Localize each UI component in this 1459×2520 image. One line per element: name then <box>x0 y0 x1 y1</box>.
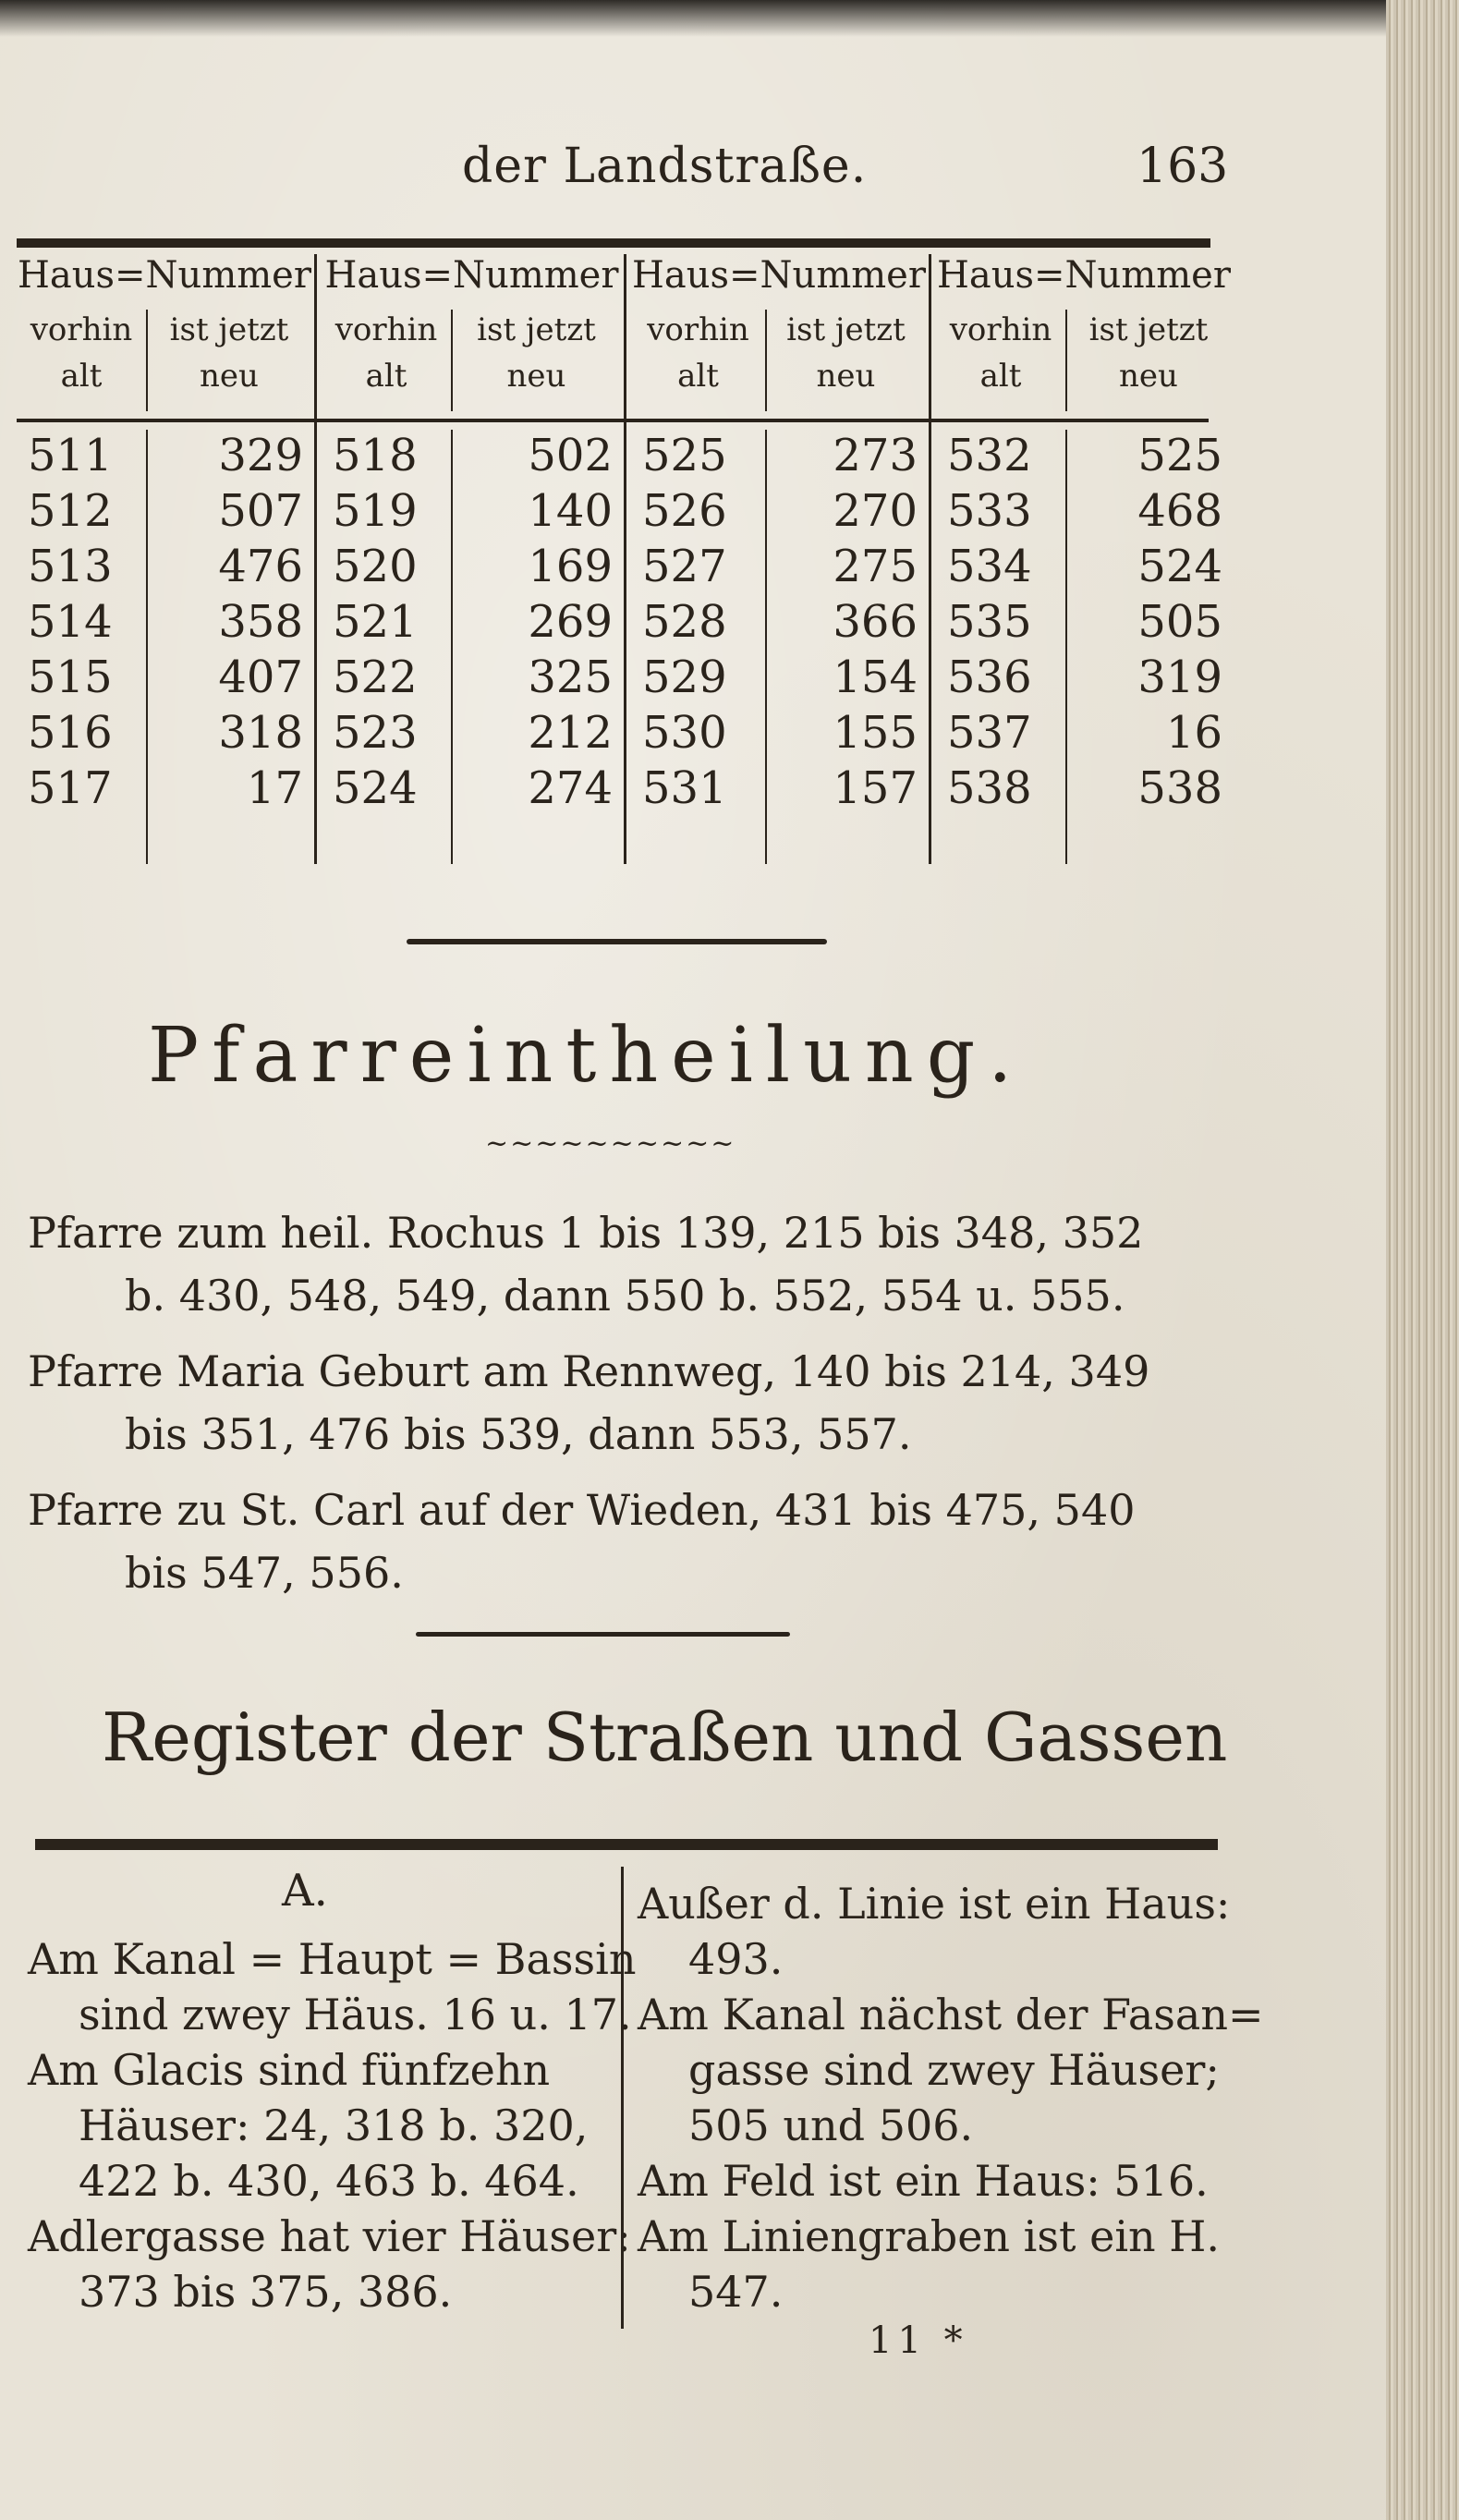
table-cell-old: 527 <box>642 541 727 592</box>
table-cell-new: 505 <box>1137 596 1222 648</box>
table-cell-new: 407 <box>218 651 303 703</box>
table-cell-old: 531 <box>642 762 727 814</box>
register-entry-line: Am Liniengraben ist ein H. <box>638 2211 1221 2261</box>
table-cell-old: 528 <box>642 596 727 648</box>
section-divider <box>407 939 827 944</box>
table-cell-new: 16 <box>1165 707 1222 759</box>
register-entry-line: Häuser: 24, 318 b. 320, <box>79 2100 589 2150</box>
section-divider <box>416 1632 790 1637</box>
register-entry-line: 505 und 506. <box>688 2100 974 2150</box>
parish-entry-line: Pfarre Maria Geburt am Rennweg, 140 bis 214, 349 <box>28 1346 1150 1396</box>
group-divider <box>624 254 626 864</box>
register-entry-line: Am Feld ist ein Haus: 516. <box>638 2156 1209 2206</box>
table-cell-old: 535 <box>947 596 1032 648</box>
table-cell-new: 275 <box>833 541 918 592</box>
register-entry-line: gasse sind zwey Häuser; <box>688 2045 1220 2095</box>
column-header-new: neu <box>506 358 566 395</box>
column-header-new: neu <box>1119 358 1178 395</box>
table-cell-new: 157 <box>833 762 918 814</box>
register-letter: A. <box>282 1865 328 1917</box>
group-divider <box>929 254 931 864</box>
column-divider <box>765 310 767 411</box>
register-entry-line: 373 bis 375, 386. <box>79 2267 453 2317</box>
parish-ornament: ~~~~~~~~~~ <box>485 1127 736 1160</box>
signature-mark: 11 * <box>869 2319 968 2362</box>
table-cell-old: 538 <box>947 762 1032 814</box>
column-divider <box>146 310 148 411</box>
column-header-new: ist jetzt <box>169 311 289 348</box>
group-header: Haus=Nummer <box>18 254 311 297</box>
table-cell-new: 17 <box>246 762 303 814</box>
table-cell-old: 514 <box>28 596 113 648</box>
table-cell-new: 274 <box>528 762 613 814</box>
register-entry-line: 422 b. 430, 463 b. 464. <box>79 2156 579 2206</box>
table-cell-old: 536 <box>947 651 1032 703</box>
head-rule <box>17 238 1210 248</box>
table-cell-new: 476 <box>218 541 303 592</box>
table-cell-old: 517 <box>28 762 113 814</box>
column-divider <box>1065 310 1067 411</box>
table-cell-new: 270 <box>833 485 918 537</box>
column-header-old: vorhin <box>949 311 1052 348</box>
column-header-old: vorhin <box>647 311 749 348</box>
table-cell-old: 521 <box>333 596 418 648</box>
table-cell-new: 468 <box>1137 485 1222 537</box>
table-cell-new: 538 <box>1137 762 1222 814</box>
table-cell-old: 513 <box>28 541 113 592</box>
column-header-old: vorhin <box>30 311 133 348</box>
table-cell-new: 525 <box>1137 430 1222 481</box>
table-cell-old: 519 <box>333 485 418 537</box>
book-fore-edge <box>1386 0 1459 2520</box>
table-header-rule <box>17 419 1209 422</box>
register-entry-line: Außer d. Linie ist ein Haus: <box>638 1879 1231 1929</box>
table-cell-old: 515 <box>28 651 113 703</box>
register-entry-line: sind zwey Häus. 16 u. 17. <box>79 1990 632 2039</box>
column-header-old: vorhin <box>334 311 438 348</box>
column-header-old: alt <box>677 358 719 395</box>
table-cell-new: 318 <box>218 707 303 759</box>
column-header-old: alt <box>60 358 103 395</box>
register-entry-line: Am Kanal = Haupt = Bassin <box>28 1934 637 1984</box>
column-header-new: neu <box>816 358 876 395</box>
table-cell-new: 154 <box>833 651 918 703</box>
parish-entry-line: Pfarre zu St. Carl auf der Wieden, 431 bis 475, 540 <box>28 1485 1136 1535</box>
column-header-new: ist jetzt <box>786 311 906 348</box>
table-cell-old: 533 <box>947 485 1032 537</box>
parish-entry-line: Pfarre zum heil. Rochus 1 bis 139, 215 bis 348, 352 <box>28 1208 1144 1258</box>
table-cell-new: 524 <box>1137 541 1222 592</box>
table-cell-old: 526 <box>642 485 727 537</box>
parish-entry-line: b. 430, 548, 549, dann 550 b. 552, 554 u. 555. <box>125 1271 1125 1321</box>
group-header: Haus=Nummer <box>632 254 926 297</box>
running-head <box>0 139 1386 213</box>
table-cell-new: 319 <box>1137 651 1222 703</box>
table-cell-new: 358 <box>218 596 303 648</box>
column-divider <box>451 310 453 411</box>
table-cell-new: 329 <box>218 430 303 481</box>
table-cell-new: 212 <box>528 707 613 759</box>
table-cell-old: 537 <box>947 707 1032 759</box>
table-cell-old: 524 <box>333 762 418 814</box>
table-cell-new: 269 <box>528 596 613 648</box>
table-cell-new: 273 <box>833 430 918 481</box>
table-cell-new: 155 <box>833 707 918 759</box>
table-cell-old: 530 <box>642 707 727 759</box>
table-cell-old: 523 <box>333 707 418 759</box>
column-header-new: ist jetzt <box>477 311 596 348</box>
parish-entry-line: bis 547, 556. <box>125 1548 404 1598</box>
register-heading: Register der Straßen und Gassen <box>102 1698 1228 1776</box>
register-rule <box>35 1839 1218 1850</box>
table-cell-old: 520 <box>333 541 418 592</box>
table-cell-new: 502 <box>528 430 613 481</box>
column-header-new: neu <box>200 358 259 395</box>
group-header: Haus=Nummer <box>324 254 619 297</box>
page-top-shadow <box>0 0 1386 37</box>
register-entry-line: Adlergasse hat vier Häuser: <box>28 2211 631 2261</box>
table-cell-old: 512 <box>28 485 113 537</box>
table-cell-old: 511 <box>28 430 113 481</box>
table-cell-old: 525 <box>642 430 727 481</box>
table-cell-old: 529 <box>642 651 727 703</box>
table-cell-new: 366 <box>833 596 918 648</box>
table-cell-new: 507 <box>218 485 303 537</box>
table-cell-old: 516 <box>28 707 113 759</box>
page-number: 163 <box>1137 139 1229 194</box>
group-header: Haus=Nummer <box>937 254 1231 297</box>
table-cell-old: 518 <box>333 430 418 481</box>
column-header-new: ist jetzt <box>1088 311 1209 348</box>
register-entry-line: Am Kanal nächst der Fasan= <box>638 1990 1264 2039</box>
running-head-title: der Landstraße. <box>462 139 868 194</box>
table-cell-old: 532 <box>947 430 1032 481</box>
group-divider <box>314 254 317 864</box>
table-cell-old: 522 <box>333 651 418 703</box>
table-cell-old: 534 <box>947 541 1032 592</box>
table-cell-new: 325 <box>528 651 613 703</box>
table-cell-new: 140 <box>528 485 613 537</box>
register-entry-line: Am Glacis sind fünfzehn <box>28 2045 551 2095</box>
parish-entry-line: bis 351, 476 bis 539, dann 553, 557. <box>125 1409 912 1459</box>
parish-heading: Pfarreintheilung. <box>148 1012 1026 1100</box>
table-cell-new: 169 <box>528 541 613 592</box>
register-entry-line: 493. <box>688 1934 784 1984</box>
column-header-old: alt <box>979 358 1022 395</box>
register-entry-line: 547. <box>688 2267 784 2317</box>
column-header-old: alt <box>365 358 407 395</box>
